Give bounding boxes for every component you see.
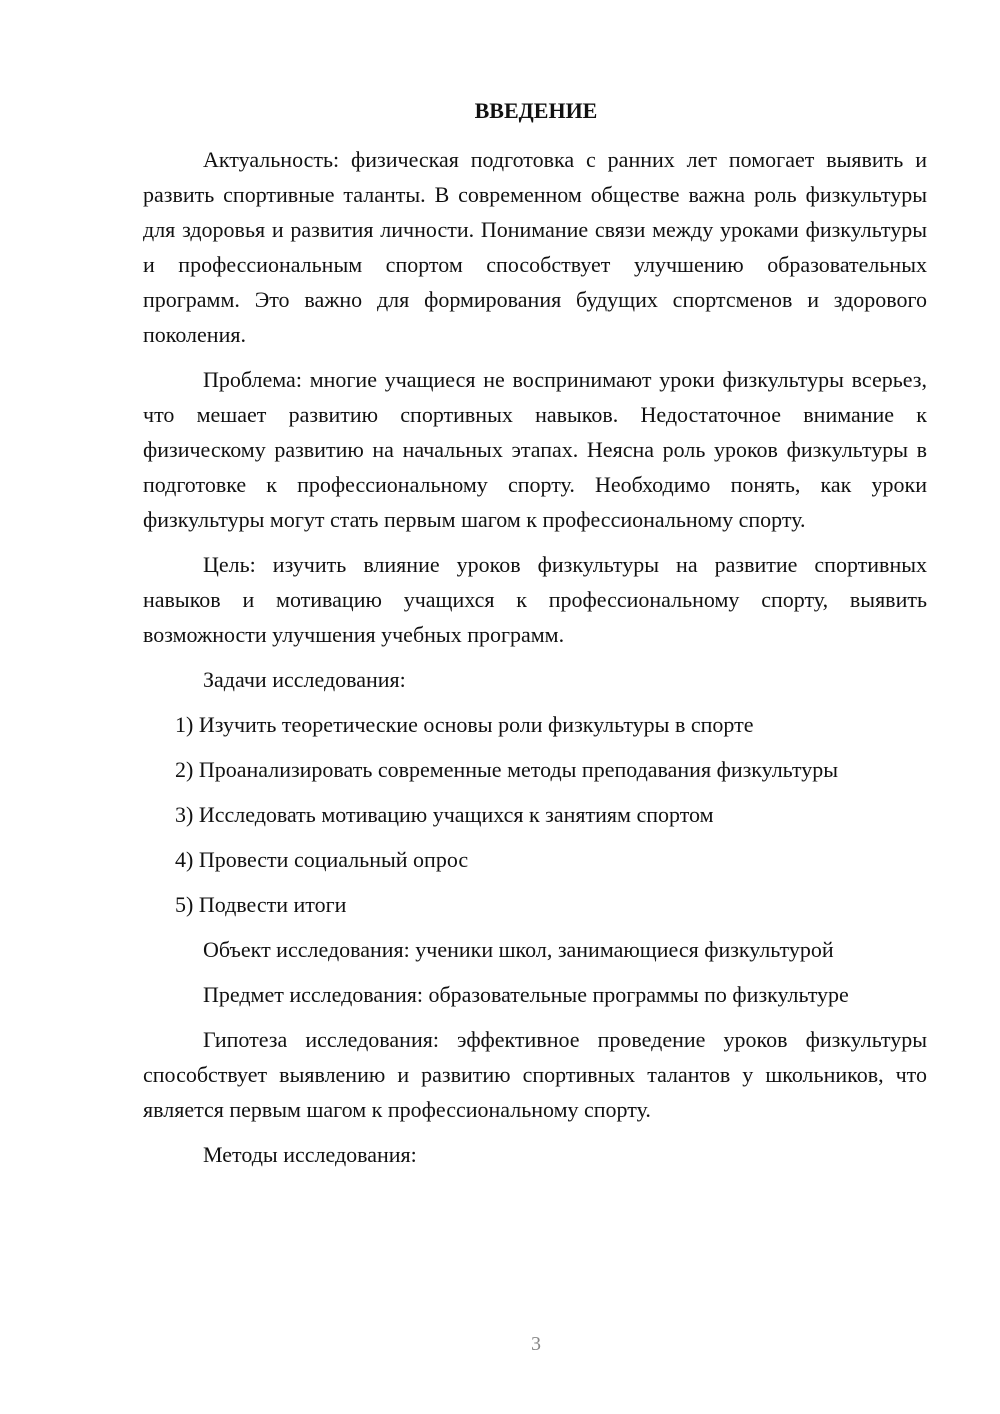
task-item-5: 5) Подвести итоги <box>175 892 347 917</box>
paragraph-problem: Проблема: многие учащиеся не воспринимают уроки физкультуры всерьез, что мешает развитию спортивных навыков. Недостаточное внимание к физическому развитию на начальных этапах. Неясна роль уроков физкультуры в подготовке к профессиональному спорту. Необходимо понять, как уроки физкультуры могут стать первым шагом к профессиональному спорту. <box>143 367 927 532</box>
task-item-3: 3) Исследовать мотивацию учащихся к занятиям спортом <box>175 802 714 827</box>
paragraph-relevance: Актуальность: физическая подготовка с ранних лет помогает выявить и развить спортивные таланты. В современном обществе важна роль физкультуры для здоровья и развития личности. Понимание связи между уроками физкультуры и профессиональным спортом способствует улучшению образовательных программ. Это важно для формирования будущих спортсменов и здорового поколения. <box>143 147 927 347</box>
paragraph-goal: Цель: изучить влияние уроков физкультуры на развитие спортивных навыков и мотивацию учащихся к профессиональному спорту, выявить возможности улучшения учебных программ. <box>143 552 927 647</box>
page-number: 3 <box>531 1333 541 1355</box>
task-item-1: 1) Изучить теоретические основы роли физкультуры в спорте <box>175 712 754 737</box>
paragraph-hypothesis: Гипотеза исследования: эффективное проведение уроков физкультуры способствует выявлению и развитию спортивных талантов у школьников, что является первым шагом к профессиональному спорту. <box>143 1027 927 1122</box>
paragraph-methods: Методы исследования: <box>203 1142 417 1167</box>
task-item-2: 2) Проанализировать современные методы преподавания физкультуры <box>175 757 838 782</box>
task-item-4: 4) Провести социальный опрос <box>175 847 469 872</box>
paragraph-subject: Предмет исследования: образовательные программы по физкультуре <box>203 982 849 1007</box>
section-title: ВВЕДЕНИЕ <box>474 98 598 123</box>
paragraph-tasks-heading: Задачи исследования: <box>203 667 406 692</box>
document-body <box>143 142 927 1182</box>
paragraph-object: Объект исследования: ученики школ, занимающиеся физкультурой <box>203 937 834 962</box>
